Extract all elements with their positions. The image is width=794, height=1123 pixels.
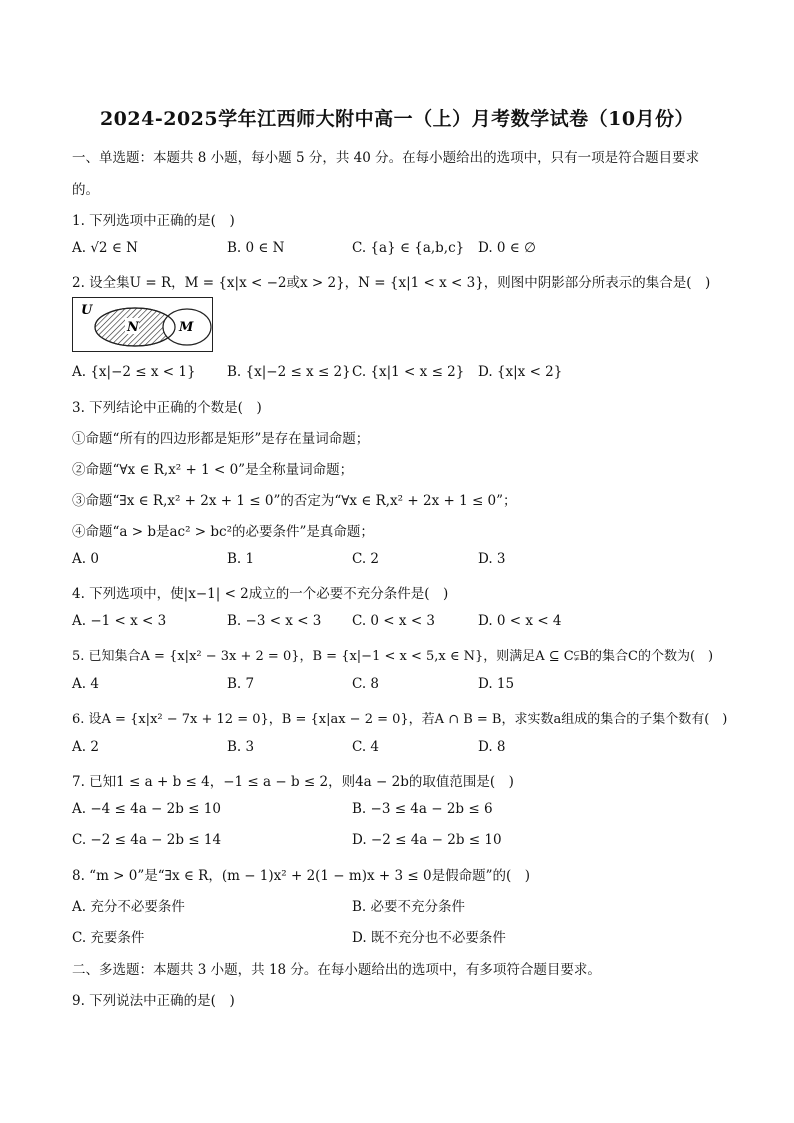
q1-option-c: C. {a} ∈ {a,b,c} (352, 240, 465, 256)
set-n-label: N (127, 320, 139, 335)
q7-option-d: D. −2 ≤ 4a − 2b ≤ 10 (352, 832, 502, 848)
q2-option-b: B. {x|−2 ≤ x ≤ 2} (227, 364, 351, 380)
q5-option-b: B. 7 (227, 676, 255, 692)
q6-option-a: A. 2 (72, 739, 99, 755)
q3-statement-4: ④命题“a > b是ac² > bc²的必要条件”是真命题； (72, 524, 374, 540)
q1-option-b: B. 0 ∈ N (227, 240, 285, 256)
exam-title: 2024-2025学年江西师大附中高一（上）月考数学试卷（10月份） (99, 108, 695, 130)
question-8-stem: 8. “m > 0”是“∃x ∈ R，(m − 1)x² + 2(1 − m)x + 3 ≤ 0是假命题”的( ) (72, 868, 530, 884)
q3-option-d: D. 3 (478, 551, 506, 567)
q3-statement-2: ②命题“∀x ∈ R,x² + 1 < 0”是全称量词命题； (72, 462, 354, 478)
q4-option-b: B. −3 < x < 3 (227, 613, 322, 629)
venn-diagram (72, 297, 213, 352)
q5-option-d: D. 15 (478, 676, 515, 692)
q8-option-c: C. 充要条件 (72, 930, 145, 946)
q3-statement-1: ①命题“所有的四边形都是矩形”是存在量词命题； (72, 431, 370, 447)
question-5-stem: 5. 已知集合A = {x|x² − 3x + 2 = 0}，B = {x|−1 < x < 5,x ∈ N}，则满足A ⊆ C⫋B的集合C的个数为( ) (72, 649, 714, 664)
section1-instructions-cont: 的。 (72, 182, 99, 198)
q8-option-b: B. 必要不充分条件 (352, 899, 466, 915)
q4-option-c: C. 0 < x < 3 (352, 613, 436, 629)
question-9-stem: 9. 下列说法中正确的是( ) (72, 993, 235, 1009)
q8-option-d: D. 既不充分也不必要条件 (352, 930, 506, 946)
q6-option-d: D. 8 (478, 739, 506, 755)
q7-option-a: A. −4 ≤ 4a − 2b ≤ 10 (72, 801, 221, 817)
q3-statement-3: ③命题“∃x ∈ R,x² + 2x + 1 ≤ 0”的否定为“∀x ∈ R,x² + 2x + 1 ≤ 0”； (72, 493, 517, 509)
set-m-label: M (179, 320, 194, 335)
q2-option-a: A. {x|−2 ≤ x < 1} (72, 364, 196, 380)
q7-option-b: B. −3 ≤ 4a − 2b ≤ 6 (352, 801, 493, 817)
q8-option-a: A. 充分不必要条件 (72, 899, 185, 915)
venn-diagram-svg (73, 298, 214, 353)
question-4-stem: 4. 下列选项中，使|x−1| < 2成立的一个必要不充分条件是( ) (72, 586, 449, 602)
q5-option-c: C. 8 (352, 676, 380, 692)
question-2-stem: 2. 设全集U = R，M = {x|x < −2或x > 2}，N = {x|1 < x < 3}，则图中阴影部分所表示的集合是( ) (72, 275, 711, 291)
q6-option-c: C. 4 (352, 739, 380, 755)
q4-option-a: A. −1 < x < 3 (72, 613, 167, 629)
q4-option-d: D. 0 < x < 4 (478, 613, 562, 629)
q7-option-c: C. −2 ≤ 4a − 2b ≤ 14 (72, 832, 222, 848)
question-6-stem: 6. 设A = {x|x² − 7x + 12 = 0}，B = {x|ax − 2 = 0}，若A ∩ B = B，求实数a组成的集合的子集个数有( ) (72, 712, 728, 727)
q2-option-d: D. {x|x < 2} (478, 364, 563, 380)
section2-instructions: 二、多选题：本题共 3 小题，共 18 分。在每小题给出的选项中，有多项符合题目要求。 (72, 962, 601, 978)
question-3-stem: 3. 下列结论中正确的个数是( ) (72, 400, 262, 416)
q1-option-a: A. √2 ∈ N (72, 240, 138, 256)
q3-option-a: A. 0 (72, 551, 99, 567)
q3-option-c: C. 2 (352, 551, 380, 567)
question-1-stem: 1. 下列选项中正确的是( ) (72, 213, 235, 229)
q6-option-b: B. 3 (227, 739, 255, 755)
universe-label: U (81, 303, 93, 318)
section1-instructions: 一、单选题：本题共 8 小题，每小题 5 分，共 40 分。在每小题给出的选项中，只有一项是符合题目要求 (72, 150, 700, 166)
q2-option-c: C. {x|1 < x ≤ 2} (352, 364, 465, 380)
question-7-stem: 7. 已知1 ≤ a + b ≤ 4，−1 ≤ a − b ≤ 2，则4a − 2b的取值范围是( ) (72, 774, 514, 790)
q3-option-b: B. 1 (227, 551, 255, 567)
q5-option-a: A. 4 (72, 676, 99, 692)
q1-option-d: D. 0 ∈ ∅ (478, 240, 536, 256)
